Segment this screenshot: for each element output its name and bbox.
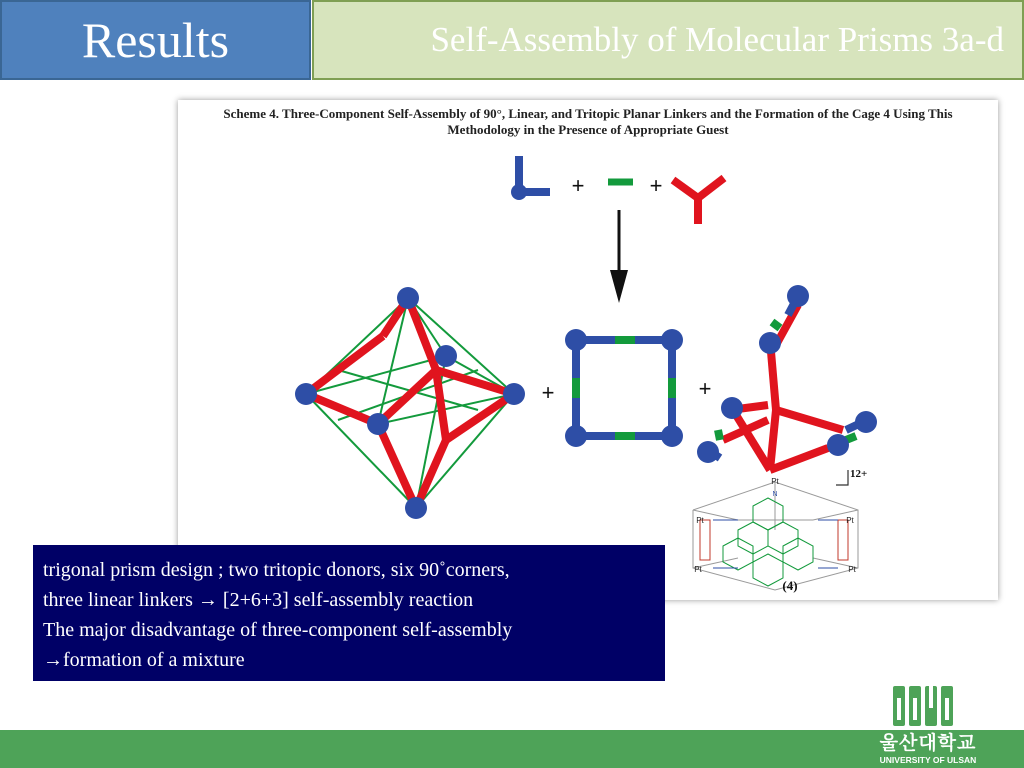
octahedral-cage-icon (295, 287, 525, 519)
tritopic-linker-icon (673, 178, 724, 224)
subtitle-box (312, 0, 1024, 80)
square-macrocycle-icon (565, 329, 683, 447)
slide-subtitle: Self-Assembly of Molecular Prisms 3a-d (430, 20, 1004, 59)
summary-line-1: trigonal prism design ; two tritopic donors, six 90˚corners, (43, 559, 510, 581)
plus-sign-2: + (649, 173, 663, 198)
pt-label-right: Pt (846, 516, 854, 525)
reaction-arrow-icon (610, 210, 628, 303)
plus-sign-1: + (571, 173, 585, 198)
right-angle-linker-icon (511, 156, 550, 200)
scheme-figure (178, 100, 998, 600)
logo-korean-name: 울산대학교 (879, 733, 977, 754)
slide-title: Results (81, 12, 230, 68)
summary-line-2: three linear linkers → [2+6+3] self-assembly reaction (43, 589, 474, 611)
summary-line-4: →formation of a mixture (43, 649, 245, 671)
n-label: N (772, 491, 778, 498)
plus-sign-4: + (698, 376, 712, 401)
summary-line-3: The major disadvantage of three-component self-assembly (43, 619, 513, 641)
pt-label-bottom-right: Pt (848, 565, 856, 574)
charge-label: 12+ (850, 468, 868, 480)
compound-label: (4) (782, 578, 798, 593)
pt-label-bottom-left: Pt (694, 565, 702, 574)
caption-line-1: Scheme 4. Three-Component Self-Assembly of 90°, Linear, and Tritopic Planar Linkers and the Formation of the Cage 4 Using This (223, 106, 953, 121)
pt-label-left: Pt (696, 516, 704, 525)
caption-line-2: Methodology in the Presence of Appropriate Guest (447, 122, 729, 137)
summary-textbox (33, 545, 665, 681)
scheme-diagram (178, 100, 998, 600)
pt-label-top: Pt (771, 477, 779, 486)
cage-4-structure-icon (693, 468, 867, 593)
plus-sign-3: + (541, 380, 555, 405)
logo-english-name: UNIVERSITY OF ULSAN (879, 755, 977, 765)
title-box (0, 0, 311, 80)
university-logo-text (868, 733, 988, 765)
tritopic-trimer-icon (697, 285, 877, 470)
